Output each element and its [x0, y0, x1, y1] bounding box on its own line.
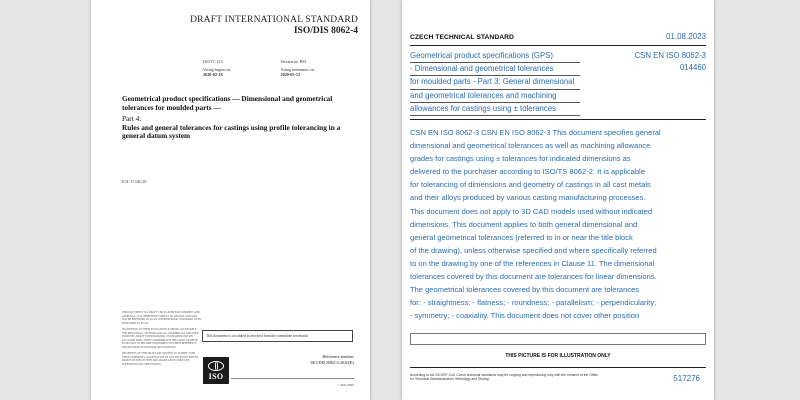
title-main: Geometrical product specifications — Dimensional and geometrical tolerances for moulded parts —: [122, 94, 333, 112]
secretariat: Secretariat: BSI: [280, 59, 306, 64]
voting-begins-label: Voting begins on:: [203, 67, 232, 72]
divider: [231, 378, 354, 379]
copyright: © ISO 2020: [336, 383, 354, 387]
abstract-line: tolerances covered by this document are tolerances for linear dimensions.: [410, 272, 657, 282]
legal-footer: [410, 373, 650, 382]
globe-icon: [208, 361, 224, 371]
title-line: for moulded parts - Part 3: General dimensional: [410, 76, 580, 89]
abstract-line: grades for castings using ± tolerances for indicated dimensions as: [410, 154, 631, 164]
disclaimer-paragraph: RECIPIENTS OF THIS DRAFT ARE INVITED TO SUBMIT, WITH THEIR COMMENTS, NOTIFICATION OF ANY RELEVANT PATENT RIGHTS OF WHICH THEY ARE AWARE AND TO PROVIDE SUPPORTING DOCUMENTATION.: [122, 352, 199, 366]
abstract-line: for tolerancing of dimensions and geometry of castings in all cast metals: [410, 180, 651, 190]
standard-code: CSN EN ISO 8062-3: [634, 51, 706, 60]
divider: [410, 119, 706, 120]
iso-logo-text: ISO: [208, 371, 224, 381]
catalog-number: 014460: [679, 63, 706, 73]
abstract-line: delivered to the purchaser according to ISO/TS 8062-2. It is applicable: [410, 167, 645, 177]
illustration-note: THIS PICTURE IS FOR ILLUSTRATION ONLY: [505, 353, 611, 359]
document-title: [122, 95, 362, 141]
title-line: Geometrical product specifications (GPS): [410, 50, 580, 63]
czech-standard-preview-page: [402, 0, 714, 400]
standard-codes: [634, 50, 706, 74]
abstract-line: general geometrical tolerances (referred to in or near the title block: [410, 232, 633, 242]
technical-committee: ISO/TC 213: [203, 59, 223, 64]
publication-date: 01.08.2023: [665, 32, 706, 41]
voting-ends-date: 2020-05-12: [280, 72, 301, 77]
draft-standard-label: DRAFT INTERNATIONAL STANDARD: [190, 15, 358, 25]
abstract-line: This document does not apply to 3D CAD models used without indicated: [410, 206, 653, 216]
abstract-line: CSN EN ISO 8062-3 CSN EN ISO 8062-3 This document specifies general: [410, 128, 661, 137]
standard-header: [410, 31, 706, 46]
reference-block: [310, 354, 354, 365]
document-header: [190, 15, 358, 36]
abstract-line: to on the drawing by one of the references in Clause 11. The dimensional: [410, 258, 655, 268]
title-subtitle: Rules and general tolerances for castings using profile tolerancing in a general datum system: [122, 122, 341, 140]
title-part: Part 4:: [122, 114, 142, 123]
disclaimer-text: [122, 311, 202, 369]
reference-label: Reference number: [322, 354, 354, 359]
abstract-line: dimensional and geometrical tolerances as well as machining allowance: [410, 141, 651, 151]
divider: [410, 367, 706, 368]
abstract-line: The geometrical tolerances covered by this document are tolerances: [410, 285, 640, 295]
ics-code: ICS: 17.040.10: [122, 179, 147, 184]
title-line: - Dimensional and geometrical tolerances: [410, 63, 580, 76]
voting-ends-label: Voting terminates on:: [280, 67, 315, 72]
disclaimer-paragraph: IN ADDITION TO THEIR EVALUATION AS BEING ACCEPTABLE FOR INDUSTRIAL, TECHNOLOGICAL, COMMERCIAL AND USER PURPOSES, DRAFT INTERNATIONAL STANDARDS MAY ON OCCASION HAVE TO BE CONSIDERED IN THE LIGHT OF THEIR POTENTIAL TO BECOME STANDARDS TO WHICH REFERENCE MAY BE MADE IN NATIONAL REGULATIONS.: [122, 328, 199, 349]
reference-number: ISO/DIS 8062-4:2020(E): [310, 359, 354, 365]
illustration-placeholder-box: [410, 333, 706, 345]
abstract-line: and their alloys produced by various casting manufacturing processes.: [410, 193, 646, 203]
disclaimer-paragraph: THIS DOCUMENT IS A DRAFT CIRCULATED FOR COMMENT AND APPROVAL. IT IS THEREFORE SUBJECT TO CHANGE AND MAY NOT BE REFERRED TO AS AN INTERNATIONAL STANDARD UNTIL PUBLISHED AS SUCH.: [122, 311, 202, 325]
legal-footer-line: According to Act 22/1997 Coll. Czech technical standards may be copying and reproducing only with the consent of the Office: [410, 373, 599, 377]
abstract-line: dimensions. This document applies to both general dimensional and: [410, 219, 638, 229]
iso-logo: [203, 357, 229, 384]
abstract-line: - symmetry; - coaxiality. This document does not cover other position: [410, 311, 640, 321]
title-line: allowances for castings using ± tolerances: [410, 103, 580, 116]
standard-type-label: CZECH TECHNICAL STANDARD: [410, 34, 514, 41]
title-line: and geometrical tolerances and machining: [410, 90, 580, 103]
document-code: ISO/DIS 8062-4: [293, 26, 358, 36]
voting-begins-date: 2020-02-18: [203, 72, 223, 77]
abstract-line: of the drawing), unless otherwise specified and where specifically referred: [410, 245, 657, 255]
standard-title: [410, 50, 580, 116]
page-id-number: 517276: [673, 374, 700, 383]
abstract-line: for: - straightness; - flatness; - roundness; - parallelism; - perpendicularity;: [410, 298, 657, 308]
circulation-notice-box: This document is circulated as received from the committee secretariat.: [202, 330, 353, 342]
ballot-meta: [203, 59, 358, 80]
legal-footer-line: for Technical Standardization, Metrology and Testing.: [410, 377, 490, 382]
standard-abstract: [410, 126, 710, 322]
iso-draft-cover-page: [91, 0, 370, 400]
